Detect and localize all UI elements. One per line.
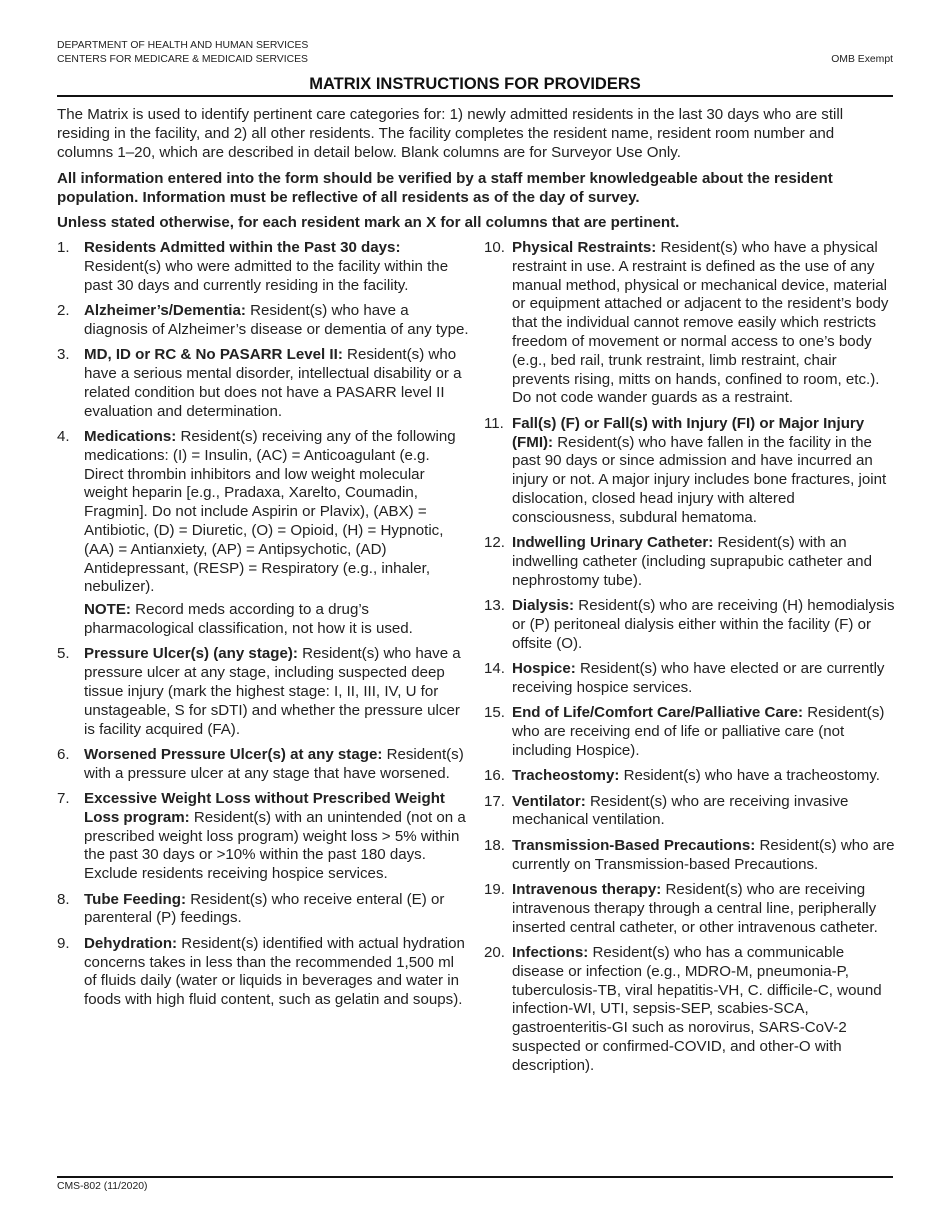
list-item xyxy=(57,302,469,340)
item-description: Resident(s) who have a physical restraint in use. A restraint is defined as the use of any manual method, physical or mechanical device, material or equipment attached or adjacent to the resident’s body that the individual cannot remove easily which restricts freedom of movement or normal access to one’s body (e.g., bed rail, trunk restraint, limb restraint, chair prevents rising, mitts on hands, confined to room, etc.). Do not code wander guards as a restraint. xyxy=(512,239,889,407)
item-description: Resident(s) who are receiving intravenous therapy through a central line, peripherally inserted central catheter, or other intravenous catheter. xyxy=(512,881,878,936)
list-item xyxy=(484,597,896,653)
item-number: 11. xyxy=(484,414,504,432)
title-divider xyxy=(57,95,893,97)
item-number: 20. xyxy=(484,944,505,962)
form-number: CMS-802 (11/2020) xyxy=(57,1181,148,1192)
item-number: 1. xyxy=(57,239,70,256)
list-item xyxy=(57,746,469,784)
item-number: 18. xyxy=(484,836,505,854)
list-item xyxy=(57,645,469,739)
list-item xyxy=(484,415,896,528)
centers-name: CENTERS FOR MEDICARE & MEDICAID SERVICES xyxy=(57,54,308,65)
agency-header xyxy=(57,39,893,67)
item-term: Dialysis: xyxy=(512,597,575,615)
list-item xyxy=(484,837,896,875)
page-title: MATRIX INSTRUCTIONS FOR PROVIDERS xyxy=(309,75,641,93)
item-number: 8. xyxy=(57,890,70,908)
omb-status: OMB Exempt xyxy=(831,54,893,65)
item-description: Resident(s) with an indwelling catheter (including suprapubic catheter and nephrostomy tube). xyxy=(512,534,872,589)
footer-divider xyxy=(57,1176,893,1178)
item-term: MD, ID or RC & No PASARR Level II: xyxy=(84,346,343,364)
list-item xyxy=(57,935,469,1010)
item-description: Resident(s) who have a tracheostomy. xyxy=(619,767,880,785)
item-description: Resident(s) with a pressure ulcer at any stage that have worsened. xyxy=(84,745,464,782)
item-description: Resident(s) who have elected or are currently receiving hospice services. xyxy=(512,660,885,696)
item-description: Resident(s) who are receiving end of life or palliative care (not including Hospice). xyxy=(512,704,885,759)
item-number: 13. xyxy=(484,597,505,615)
item-number: 17. xyxy=(484,792,505,810)
item-description: Resident(s) who have a pressure ulcer at any stage, including suspected deep tissue injury (mark the highest stage: I, II, III, IV, U for unstageable, S for sDTI) and whether the pressure ulcer is facility acquired (FA). xyxy=(84,645,461,738)
list-item xyxy=(57,239,469,295)
item-number: 19. xyxy=(484,881,505,899)
item-number: 14. xyxy=(484,660,505,678)
item-term: Tube Feeding: xyxy=(84,890,187,908)
list-item xyxy=(484,944,896,1076)
list-item xyxy=(484,660,896,698)
marking-note: Unless stated otherwise, for each resident mark an X for all columns that are pertinent. xyxy=(57,214,680,231)
item-term: Dehydration: xyxy=(84,934,178,952)
item-term: Indwelling Urinary Catheter: xyxy=(512,534,714,552)
item-number: 10. xyxy=(484,239,505,256)
item-term: Ventilator: xyxy=(512,792,586,810)
item-number: 3. xyxy=(57,346,70,364)
item-description: Resident(s) who have fallen in the facility in the past 90 days or since admission and have incurred an injury or not. A major injury includes bone fractures, joint dislocation, closed head injury with altered consciousness, subdural hematoma. xyxy=(512,433,887,526)
item-description: Resident(s) receiving any of the following medications: (I) = Insulin, (AC) = Anticoagulant (e.g. Direct thrombin inhibitors and low weight molecular weight heparin [e.g., Pradaxa, Xarelto, Coumadin, Fragmin]. Do not include Aspirin or Plavix), (ABX) = Antibiotic, (D) = Diuretic, (O) = Opioid, (H) = Hypnotic, (AA) = Antianxiety, (AP) = Antipsychotic, (AD) Antidepressant, (RESP) = Respiratory (e.g., inhaler, nebulizer). xyxy=(84,427,456,596)
item-number: 9. xyxy=(57,934,70,952)
item-description: Resident(s) identified with actual hydration concerns takes in less than the recommended 1,500 ml of fluids daily (water or liquids in beverages and water in foods with high fluid content, such as gelatin and soups). xyxy=(84,934,465,1009)
item-term: Tracheostomy: xyxy=(512,767,620,785)
item-term: End of Life/Comfort Care/Palliative Care: xyxy=(512,704,804,722)
list-item xyxy=(484,239,896,408)
item-description: Resident(s) with an unintended (not on a prescribed weight loss program) weight loss > 5% within the past 30 days or >10% within the past 180 days. Exclude residents receiving hospice services. xyxy=(84,808,466,883)
item-term: Fall(s) (F) or Fall(s) with Injury (FI) or Major Injury (FMI): xyxy=(512,414,865,451)
item-description: Resident(s) who are receiving invasive mechanical ventilation. xyxy=(512,792,849,829)
item-description: Resident(s) who have a diagnosis of Alzheimer’s disease or dementia of any type. xyxy=(84,301,469,338)
item-number: 12. xyxy=(484,534,505,552)
list-item xyxy=(484,534,896,590)
item-description: Resident(s) who were admitted to the facility within the past 30 days and currently residing in the facility. xyxy=(84,257,449,294)
item-description: Resident(s) who have a serious mental disorder, intellectual disability or a related condition but does not have a PASARR level II evaluation and determination. xyxy=(84,346,462,420)
item-term: Intravenous therapy: xyxy=(512,881,662,899)
item-number: 4. xyxy=(57,427,70,445)
list-item xyxy=(484,704,896,760)
item-number: 2. xyxy=(57,301,70,319)
item-term: Worsened Pressure Ulcer(s) at any stage: xyxy=(84,745,383,763)
list-item xyxy=(57,428,469,639)
right-column xyxy=(484,239,896,1082)
item-term: Physical Restraints: xyxy=(512,239,657,256)
item-description: Resident(s) who are receiving (H) hemodialysis or (P) peritoneal dialysis either within the facility (F) or offsite (O). xyxy=(512,597,895,652)
note-text: Record meds according to a drug’s pharmacological classification, not how it is used. xyxy=(84,601,413,637)
list-item xyxy=(57,891,469,929)
item-description: Resident(s) who are currently on Transmission-based Precautions. xyxy=(512,836,895,873)
list-item xyxy=(484,881,896,937)
left-column xyxy=(57,239,469,1017)
item-number: 7. xyxy=(57,790,70,808)
item-term: Excessive Weight Loss without Prescribed Weight Loss program: xyxy=(84,790,445,826)
list-item xyxy=(484,767,896,786)
list-item xyxy=(484,793,896,831)
department-name: DEPARTMENT OF HEALTH AND HUMAN SERVICES xyxy=(57,40,309,51)
item-description: Resident(s) who has a communicable disease or infection (e.g., MDRO-M, pneumonia-P, tuberculosis-TB, viral hepatitis-VH, C. difficile-C, wound infection-WI, UTI, sepsis-SEP, scabies-SCA, gastroenteritis-GI such as norovirus, SARS-CoV-2 suspected or confirmed-COVID, and other-O with description). xyxy=(512,944,882,1074)
medication-note xyxy=(84,601,469,639)
item-term: Hospice: xyxy=(512,660,576,678)
list-item xyxy=(57,790,469,884)
item-number: 6. xyxy=(57,745,70,763)
list-item xyxy=(57,346,469,421)
item-term: Medications: xyxy=(84,427,177,445)
item-term: Transmission-Based Precautions: xyxy=(512,836,756,854)
item-term: Residents Admitted within the Past 30 days: xyxy=(84,239,401,256)
item-term: Alzheimer’s/Dementia: xyxy=(84,301,246,319)
item-number: 16. xyxy=(484,767,505,785)
note-label: NOTE: xyxy=(84,601,131,619)
intro-paragraph: The Matrix is used to identify pertinent care categories for: 1) newly admitted residents in the last 30 days who are still residing in the facility, and 2) all other residents. The facility completes the resident name, resident room number and columns 1–20, which are described in detail below. Blank columns are for Surveyor Use Only. xyxy=(57,106,844,161)
item-term: Infections: xyxy=(512,944,589,962)
item-number: 5. xyxy=(57,645,70,663)
item-term: Pressure Ulcer(s) (any stage): xyxy=(84,645,298,663)
item-description: Resident(s) who receive enteral (E) or parenteral (P) feedings. xyxy=(84,890,445,927)
item-number: 15. xyxy=(484,704,505,722)
verification-note: All information entered into the form should be verified by a staff member knowledgeable about the resident population. Information must be reflective of all residents as of the day of survey. xyxy=(57,170,833,206)
